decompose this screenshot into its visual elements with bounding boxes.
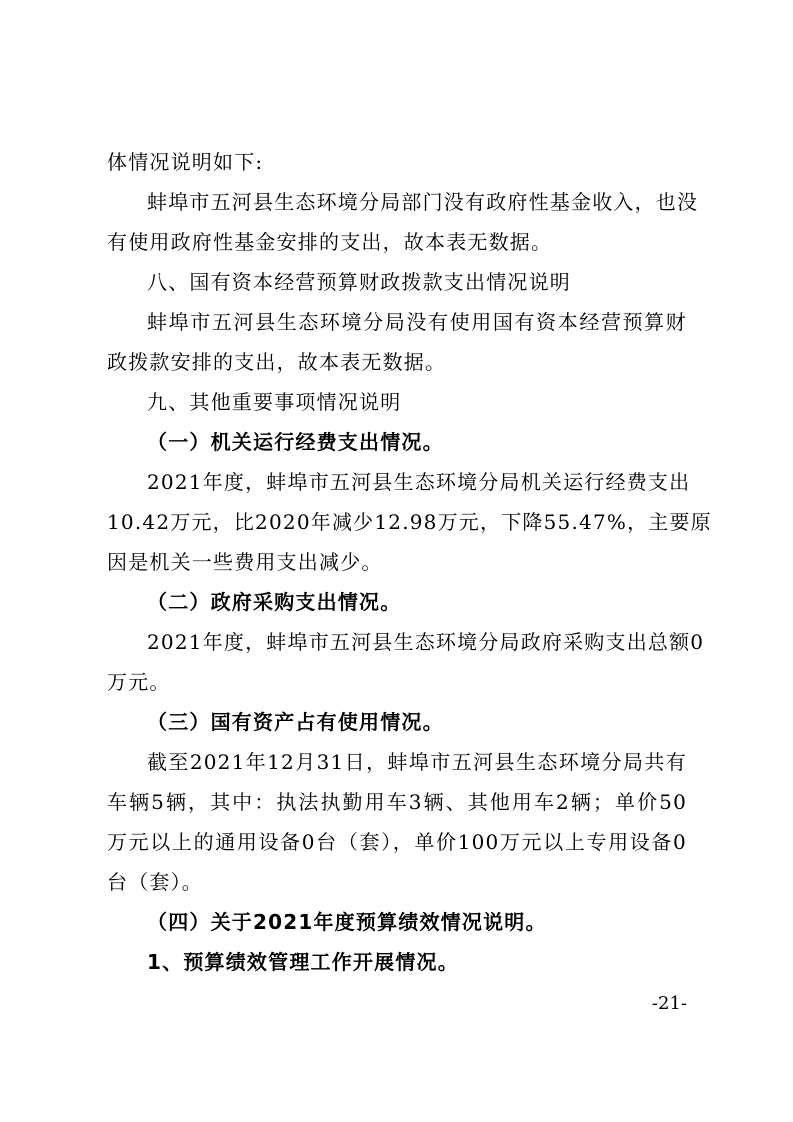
subheading-3: （三）国有资产占有使用情况。: [147, 710, 444, 734]
paragraph-line-state-capital: 蚌埠市五河县生态环境分局没有使用国有资本经营预算财: [147, 310, 687, 334]
paragraph-line-state-capital-end: 政拨款安排的支出，故本表无数据。: [107, 350, 447, 374]
subheading-2: （二）政府采购支出情况。: [147, 590, 402, 614]
subheading-4: （四）关于2021年度预算绩效情况说明。: [147, 910, 547, 934]
paragraph-line-operating-cost-end: 因是机关一些费用支出减少。: [107, 550, 383, 574]
paragraph-line-assets-end: 台（套）。: [107, 870, 203, 894]
paragraph-line-assets-3: 万元以上的通用设备0台（套），单价100万元以上专用设备0: [107, 830, 687, 854]
paragraph-line-fund-income-end: 有使用政府性基金安排的支出，故本表无数据。: [107, 230, 553, 254]
paragraph-line-fund-income: 蚌埠市五河县生态环境分局部门没有政府性基金收入，也没: [147, 190, 699, 214]
section-heading-8: 八、国有资本经营预算财政拨款支出情况说明: [147, 270, 571, 294]
paragraph-line-continuation: 体情况说明如下:: [107, 150, 264, 174]
subheading-4-1: 1、预算绩效管理工作开展情况。: [147, 950, 459, 974]
section-heading-9: 九、其他重要事项情况说明: [147, 390, 402, 414]
paragraph-line-procurement-end: 万元。: [107, 670, 171, 694]
paragraph-line-assets: 截至2021年12月31日，蚌埠市五河县生态环境分局共有: [147, 750, 687, 774]
paragraph-line-operating-cost: 2021年度，蚌埠市五河县生态环境分局机关运行经费支出: [147, 470, 691, 494]
subheading-1: （一）机关运行经费支出情况。: [147, 430, 444, 454]
paragraph-line-procurement: 2021年度，蚌埠市五河县生态环境分局政府采购支出总额0: [147, 630, 705, 654]
paragraph-line-assets-2: 车辆5辆，其中：执法执勤用车3辆、其他用车2辆；单价50: [107, 790, 687, 814]
paragraph-line-operating-cost-2: 10.42万元，比2020年减少12.98万元，下降55.47%，主要原: [107, 510, 712, 534]
page-number: -21-: [651, 993, 687, 1014]
